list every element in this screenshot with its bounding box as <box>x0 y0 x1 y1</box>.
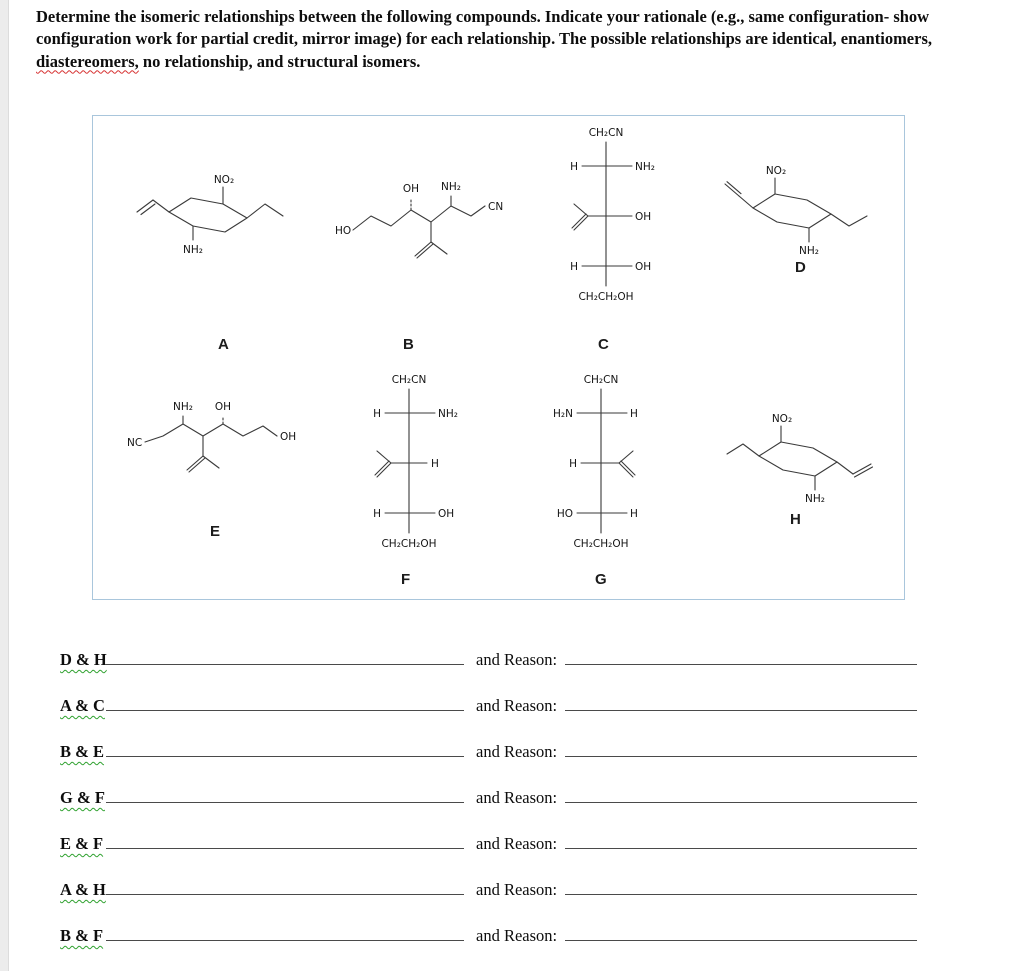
substituent-no2-label: NO₂ <box>765 165 787 177</box>
reason-blank <box>565 834 917 849</box>
vinyl-bond <box>739 196 753 208</box>
double-bond <box>375 461 389 475</box>
chain-bond <box>145 424 277 442</box>
double-bond <box>619 463 633 477</box>
structure-c <box>538 124 698 309</box>
ring-bond <box>759 442 837 476</box>
structure-d-drawing <box>713 146 903 276</box>
row3-right-label: OH <box>635 261 652 273</box>
reason-label: and Reason: <box>476 926 558 945</box>
question-row <box>60 880 917 926</box>
structure-g-label: G <box>595 571 607 588</box>
substituent-oh-label: OH <box>402 183 420 195</box>
row3-left-label: H <box>570 261 578 273</box>
top-group-label: CH₂CN <box>391 374 427 386</box>
question-row <box>60 788 917 834</box>
reason-blank <box>565 650 917 665</box>
methyl-bond <box>203 456 219 468</box>
row1-right-label: H <box>630 408 638 420</box>
structure-g <box>533 371 693 561</box>
structure-e <box>125 394 325 524</box>
structure-h-drawing <box>713 398 903 528</box>
structure-b-drawing <box>333 158 533 288</box>
structure-f <box>341 371 501 561</box>
vinyl-bond <box>837 462 853 474</box>
pair-label: B & E <box>60 742 105 761</box>
reason-blank <box>565 926 917 941</box>
substituent-no2-label: NO₂ <box>771 413 793 425</box>
vinyl-bond <box>153 200 169 212</box>
double-bond <box>187 456 203 470</box>
instructions-paragraph <box>36 6 961 73</box>
top-group-label: CH₂CN <box>588 127 624 139</box>
bottom-group-label: CH₂CH₂OH <box>578 291 634 303</box>
reason-label: and Reason: <box>476 788 558 807</box>
substituent-nh2-label: NH₂ <box>799 245 819 257</box>
reason-blank <box>565 788 917 803</box>
structure-e-drawing <box>125 394 325 524</box>
ethyl-bond <box>727 444 759 456</box>
reason-label: and Reason: <box>476 742 558 761</box>
row3-left-label: H <box>373 508 381 520</box>
row2-right-label: OH <box>635 211 652 223</box>
double-bond <box>141 204 155 215</box>
structure-h <box>713 398 903 528</box>
double-bond <box>377 463 391 477</box>
double-bond <box>137 200 153 212</box>
bonds <box>137 187 283 240</box>
row2-left-label: H <box>569 458 577 470</box>
pair-label: A & C <box>60 696 105 715</box>
row1-left-label: H₂N <box>553 408 573 420</box>
answer-blank <box>106 880 464 895</box>
question-row <box>60 926 917 971</box>
pair-label: G & F <box>60 788 105 807</box>
bonds <box>572 142 632 286</box>
structure-g-drawing <box>533 371 693 561</box>
bottom-group-label: CH₂CH₂OH <box>381 538 437 550</box>
structure-d-label: D <box>795 259 806 276</box>
double-bond <box>621 461 635 475</box>
bonds <box>375 389 435 533</box>
row3-right-label: OH <box>438 508 455 520</box>
reason-label: and Reason: <box>476 650 558 669</box>
structure-f-drawing <box>341 371 501 561</box>
chain-bond <box>353 206 485 230</box>
structure-d <box>713 146 903 276</box>
substituent-nh2-label: NH₂ <box>173 401 193 413</box>
questions-list <box>60 650 917 971</box>
bonds <box>727 426 873 490</box>
substituent-cn-label: CN <box>488 201 504 213</box>
ring-bond <box>753 194 831 228</box>
instructions-text-2: no relationship, and structural isomers. <box>138 51 421 71</box>
methyl-bond <box>431 242 447 254</box>
misspelled-word: diastereomers, <box>36 51 139 71</box>
question-row <box>60 696 917 742</box>
double-bond <box>415 242 431 256</box>
substituent-nh2-label: NH₂ <box>183 244 203 256</box>
bonds <box>725 178 867 242</box>
substituent-nh2-label: NH₂ <box>441 181 461 193</box>
row1-left-label: H <box>570 161 578 173</box>
reason-label: and Reason: <box>476 834 558 853</box>
answer-blank <box>106 650 464 665</box>
question-row <box>60 834 917 880</box>
reason-blank <box>565 880 917 895</box>
top-group-label: CH₂CN <box>583 374 619 386</box>
substituent-nh2-label: NH₂ <box>805 493 825 505</box>
answer-blank <box>106 696 464 711</box>
double-bond <box>189 458 205 472</box>
row3-left-label: HO <box>556 508 573 520</box>
structure-h-label: H <box>790 511 801 528</box>
reason-blank <box>565 696 917 711</box>
substituent-no2-label: NO₂ <box>213 174 235 186</box>
row1-right-label: NH₂ <box>635 161 655 173</box>
row3-right-label: H <box>630 508 638 520</box>
structure-b-label: B <box>403 336 414 353</box>
pair-label: E & F <box>60 834 104 853</box>
question-row <box>60 742 917 788</box>
instructions-text-1: Determine the isomeric relationships between the following compounds. Indicate your rationale (e.g., same configuration- show configuration work for partial credit, mirror image) for each relationship. The possible relationships are identical, enantiomers, <box>36 7 933 49</box>
question-row <box>60 650 917 696</box>
bonds <box>145 416 277 472</box>
reason-blank <box>565 742 917 757</box>
substituent-ho-label: HO <box>335 225 352 237</box>
double-bond <box>574 216 588 230</box>
structure-c-drawing <box>538 124 698 309</box>
answer-blank <box>106 926 464 941</box>
bottom-group-label: CH₂CH₂OH <box>573 538 629 550</box>
double-bond <box>572 214 586 228</box>
structures-panel <box>92 115 905 600</box>
structure-a-drawing <box>123 154 313 269</box>
answer-blank <box>106 742 464 757</box>
row1-left-label: H <box>373 408 381 420</box>
structure-a <box>123 154 313 269</box>
structure-b <box>333 158 533 288</box>
answer-blank <box>106 788 464 803</box>
structure-f-label: F <box>401 571 411 588</box>
reason-label: and Reason: <box>476 696 558 715</box>
pair-label: D & H <box>60 650 107 669</box>
bonds <box>353 196 485 258</box>
ring-bond <box>169 198 247 232</box>
pair-label: A & H <box>60 880 106 899</box>
answer-blank <box>106 834 464 849</box>
pair-label: B & F <box>60 926 104 945</box>
double-bond <box>417 244 433 258</box>
bonds <box>577 389 635 533</box>
structure-c-label: C <box>598 336 609 353</box>
reason-label: and Reason: <box>476 880 558 899</box>
row2-right-label: H <box>431 458 439 470</box>
row1-right-label: NH₂ <box>438 408 458 420</box>
structure-e-label: E <box>210 523 221 540</box>
substituent-nc-label: NC <box>127 437 143 449</box>
structure-a-label: A <box>218 336 229 353</box>
left-gutter <box>0 0 9 971</box>
ethyl-bond <box>831 214 867 226</box>
substituent-oh-label: OH <box>214 401 232 413</box>
substituent-oh-end-label: OH <box>280 431 297 443</box>
ethyl-bond <box>247 204 283 218</box>
